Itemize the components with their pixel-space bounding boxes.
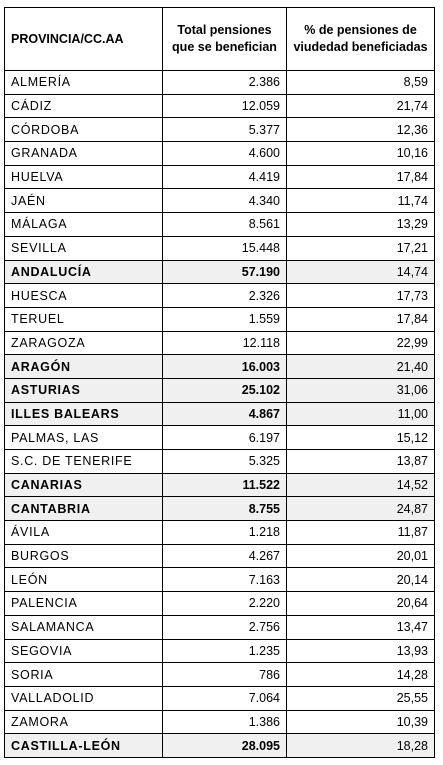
cell-widow-pct: 17,84 [287, 165, 435, 189]
cell-widow-pct: 14,74 [287, 260, 435, 284]
cell-widow-pct: 20,64 [287, 592, 435, 616]
cell-widow-pct: 11,00 [287, 402, 435, 426]
table-row [5, 142, 435, 166]
cell-widow-pct: 8,59 [287, 71, 435, 95]
cell-widow-pct: 12,36 [287, 118, 435, 142]
cell-total-pensions: 2.220 [163, 592, 287, 616]
cell-total-pensions: 7.064 [163, 686, 287, 710]
cell-total-pensions: 5.377 [163, 118, 287, 142]
cell-widow-pct: 13,29 [287, 213, 435, 237]
table-row [5, 236, 435, 260]
cell-province: SEGOVIA [5, 639, 163, 663]
cell-total-pensions: 1.386 [163, 710, 287, 734]
cell-total-pensions: 7.163 [163, 568, 287, 592]
cell-total-pensions: 1.235 [163, 639, 287, 663]
table-row [5, 663, 435, 687]
table-row [5, 213, 435, 237]
table-header [5, 8, 435, 71]
table-row-region-total [5, 473, 435, 497]
cell-province: SEVILLA [5, 236, 163, 260]
header-row [5, 8, 435, 71]
cell-widow-pct: 25,55 [287, 686, 435, 710]
table-row [5, 710, 435, 734]
table-row [5, 450, 435, 474]
table-row [5, 284, 435, 308]
cell-total-pensions: 4.867 [163, 402, 287, 426]
cell-province: JAÉN [5, 189, 163, 213]
header-total-pensions: Total pensiones que se benefician [163, 8, 287, 71]
cell-total-pensions: 2.386 [163, 71, 287, 95]
cell-widow-pct: 13,93 [287, 639, 435, 663]
table-row [5, 189, 435, 213]
table-row [5, 118, 435, 142]
cell-total-pensions: 4.267 [163, 544, 287, 568]
table-row [5, 71, 435, 95]
cell-total-pensions: 6.197 [163, 426, 287, 450]
cell-province: HUESCA [5, 284, 163, 308]
cell-widow-pct: 20,14 [287, 568, 435, 592]
cell-widow-pct: 14,52 [287, 473, 435, 497]
table-row-region-total [5, 260, 435, 284]
table-row [5, 544, 435, 568]
cell-widow-pct: 17,73 [287, 284, 435, 308]
cell-widow-pct: 20,01 [287, 544, 435, 568]
cell-total-pensions: 4.419 [163, 165, 287, 189]
table-row [5, 165, 435, 189]
cell-total-pensions: 2.756 [163, 615, 287, 639]
cell-total-pensions: 15.448 [163, 236, 287, 260]
cell-widow-pct: 11,74 [287, 189, 435, 213]
cell-province: VALLADOLID [5, 686, 163, 710]
cell-province: ARAGÓN [5, 355, 163, 379]
cell-province: ZARAGOZA [5, 331, 163, 355]
cell-total-pensions: 28.095 [163, 734, 287, 758]
cell-province: PALENCIA [5, 592, 163, 616]
cell-widow-pct: 17,21 [287, 236, 435, 260]
cell-province: GRANADA [5, 142, 163, 166]
cell-province: HUELVA [5, 165, 163, 189]
cell-widow-pct: 11,87 [287, 521, 435, 545]
cell-province: TERUEL [5, 307, 163, 331]
cell-total-pensions: 8.755 [163, 497, 287, 521]
cell-province: ASTURIAS [5, 378, 163, 402]
cell-province: LEÓN [5, 568, 163, 592]
table-row-region-total [5, 378, 435, 402]
cell-widow-pct: 14,28 [287, 663, 435, 687]
cell-widow-pct: 17,84 [287, 307, 435, 331]
table-row [5, 94, 435, 118]
cell-widow-pct: 18,28 [287, 734, 435, 758]
table-row [5, 521, 435, 545]
cell-total-pensions: 1.559 [163, 307, 287, 331]
cell-province: ZAMORA [5, 710, 163, 734]
cell-total-pensions: 25.102 [163, 378, 287, 402]
cell-province: CASTILLA-LEÓN [5, 734, 163, 758]
cell-total-pensions: 5.325 [163, 450, 287, 474]
table-row-region-total [5, 355, 435, 379]
cell-province: CÁDIZ [5, 94, 163, 118]
cell-total-pensions: 12.118 [163, 331, 287, 355]
cell-province: SALAMANCA [5, 615, 163, 639]
cell-total-pensions: 4.600 [163, 142, 287, 166]
cell-province: ILLES BALEARS [5, 402, 163, 426]
cell-province: ANDALUCÍA [5, 260, 163, 284]
table-row [5, 615, 435, 639]
cell-province: BURGOS [5, 544, 163, 568]
cell-province: SORIA [5, 663, 163, 687]
cell-province: CÓRDOBA [5, 118, 163, 142]
cell-total-pensions: 4.340 [163, 189, 287, 213]
table-row-region-total [5, 497, 435, 521]
cell-total-pensions: 8.561 [163, 213, 287, 237]
cell-province: ALMERÍA [5, 71, 163, 95]
header-widow-pct: % de pensiones de viudedad beneficiadas [287, 8, 435, 71]
cell-province: S.C. DE TENERIFE [5, 450, 163, 474]
cell-total-pensions: 11.522 [163, 473, 287, 497]
cell-widow-pct: 21,40 [287, 355, 435, 379]
cell-province: MÁLAGA [5, 213, 163, 237]
table-row-region-total [5, 402, 435, 426]
header-province: PROVINCIA/CC.AA [5, 8, 163, 71]
table-row [5, 307, 435, 331]
cell-province: CANTABRIA [5, 497, 163, 521]
cell-widow-pct: 10,16 [287, 142, 435, 166]
cell-total-pensions: 12.059 [163, 94, 287, 118]
cell-widow-pct: 24,87 [287, 497, 435, 521]
cell-total-pensions: 1.218 [163, 521, 287, 545]
cell-widow-pct: 22,99 [287, 331, 435, 355]
table-row [5, 426, 435, 450]
cell-total-pensions: 2.326 [163, 284, 287, 308]
table-row [5, 686, 435, 710]
cell-province: ÁVILA [5, 521, 163, 545]
cell-total-pensions: 57.190 [163, 260, 287, 284]
table-row [5, 331, 435, 355]
pensions-table [4, 7, 435, 758]
cell-widow-pct: 10,39 [287, 710, 435, 734]
cell-widow-pct: 13,47 [287, 615, 435, 639]
cell-widow-pct: 15,12 [287, 426, 435, 450]
table-row-region-total [5, 734, 435, 758]
cell-widow-pct: 21,74 [287, 94, 435, 118]
cell-province: PALMAS, LAS [5, 426, 163, 450]
cell-total-pensions: 16.003 [163, 355, 287, 379]
table-body [5, 71, 435, 758]
cell-widow-pct: 13,87 [287, 450, 435, 474]
cell-total-pensions: 786 [163, 663, 287, 687]
pensions-table-container [4, 7, 435, 758]
table-row [5, 592, 435, 616]
cell-province: CANARIAS [5, 473, 163, 497]
table-row [5, 639, 435, 663]
cell-widow-pct: 31,06 [287, 378, 435, 402]
table-row [5, 568, 435, 592]
